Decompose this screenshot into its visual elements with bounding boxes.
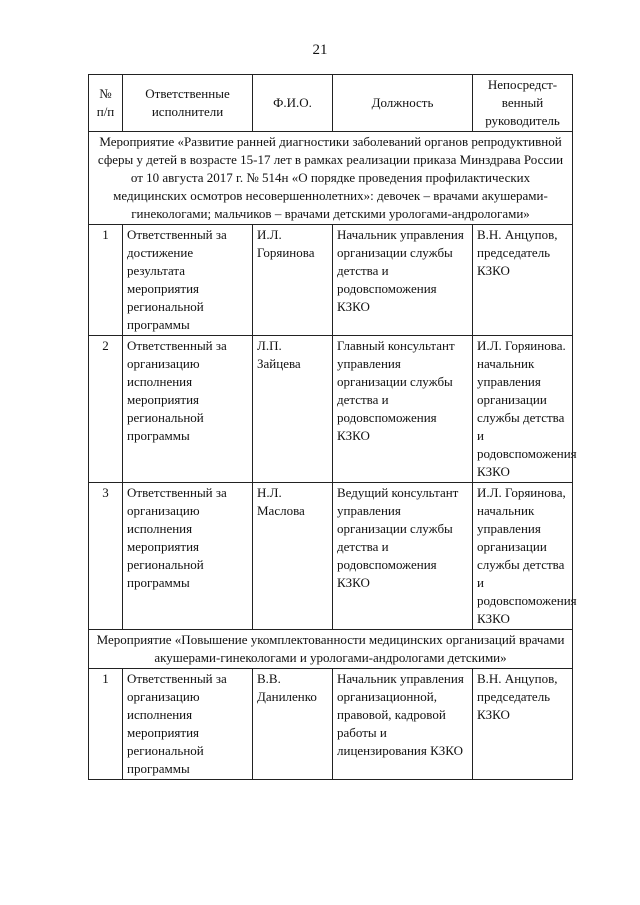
row-supervisor: И.Л. Горяинова. начальник управления организации службы детства и родовспоможения КЗКО bbox=[473, 336, 573, 483]
section-title: Мероприятие «Развитие ранней диагностики заболеваний органов репродуктивной сферы у детей в возрасте 15-17 лет в рамках реализации приказа Минздрава России от 10 августа 2017 г. № 514н «О порядке проведения профилактических медицинских осмотров несовершеннолетних»: девочек – врачами акушерами-гинекологами; мальчиков – врачами детскими урологами-андрологами» bbox=[89, 132, 573, 225]
page-number: 21 bbox=[312, 42, 328, 58]
row-supervisor: В.Н. Анцупов, председатель КЗКО bbox=[473, 669, 573, 780]
row-responsible: Ответственный за достижение результата мероприятия региональной программы bbox=[123, 225, 253, 336]
table-row bbox=[89, 225, 573, 336]
header-num: № п/п bbox=[89, 75, 123, 132]
row-responsible: Ответственный за организацию исполнения мероприятия региональной программы bbox=[123, 336, 253, 483]
row-num: 2 bbox=[89, 336, 123, 483]
row-responsible: Ответственный за организацию исполнения мероприятия региональной программы bbox=[123, 669, 253, 780]
row-position: Начальник управления организации службы детства и родовспоможения КЗКО bbox=[333, 225, 473, 336]
row-fio: Л.П. Зайцева bbox=[253, 336, 333, 483]
row-position: Начальник управления организационной, правовой, кадровой работы и лицензирования КЗКО bbox=[333, 669, 473, 780]
table-row bbox=[89, 483, 573, 630]
table-header-row bbox=[89, 75, 573, 132]
table-row bbox=[89, 336, 573, 483]
table-row bbox=[89, 669, 573, 780]
row-responsible: Ответственный за организацию исполнения мероприятия региональной программы bbox=[123, 483, 253, 630]
row-supervisor: В.Н. Анцупов, председатель КЗКО bbox=[473, 225, 573, 336]
header-fio: Ф.И.О. bbox=[253, 75, 333, 132]
section-title: Мероприятие «Повышение укомплектованности медицинских организаций врачами акушерами-гинекологами и урологами-андрологами детскими» bbox=[89, 630, 573, 669]
row-fio: В.В. Даниленко bbox=[253, 669, 333, 780]
row-fio: Н.Л. Маслова bbox=[253, 483, 333, 630]
header-supervisor: Непосредст-венный руководитель bbox=[473, 75, 573, 132]
row-supervisor: И.Л. Горяинова, начальник управления организации службы детства и родовспоможения КЗКО bbox=[473, 483, 573, 630]
row-num: 1 bbox=[89, 669, 123, 780]
responsibility-table bbox=[88, 74, 577, 780]
section-title-row bbox=[89, 630, 573, 669]
header-responsible: Ответственные исполнители bbox=[123, 75, 253, 132]
row-num: 3 bbox=[89, 483, 123, 630]
row-position: Ведущий консультант управления организации службы детства и родовспоможения КЗКО bbox=[333, 483, 473, 630]
row-fio: И.Л. Горяинова bbox=[253, 225, 333, 336]
header-position: Должность bbox=[333, 75, 473, 132]
row-position: Главный консультант управления организации службы детства и родовспоможения КЗКО bbox=[333, 336, 473, 483]
row-num: 1 bbox=[89, 225, 123, 336]
section-title-row bbox=[89, 132, 573, 225]
